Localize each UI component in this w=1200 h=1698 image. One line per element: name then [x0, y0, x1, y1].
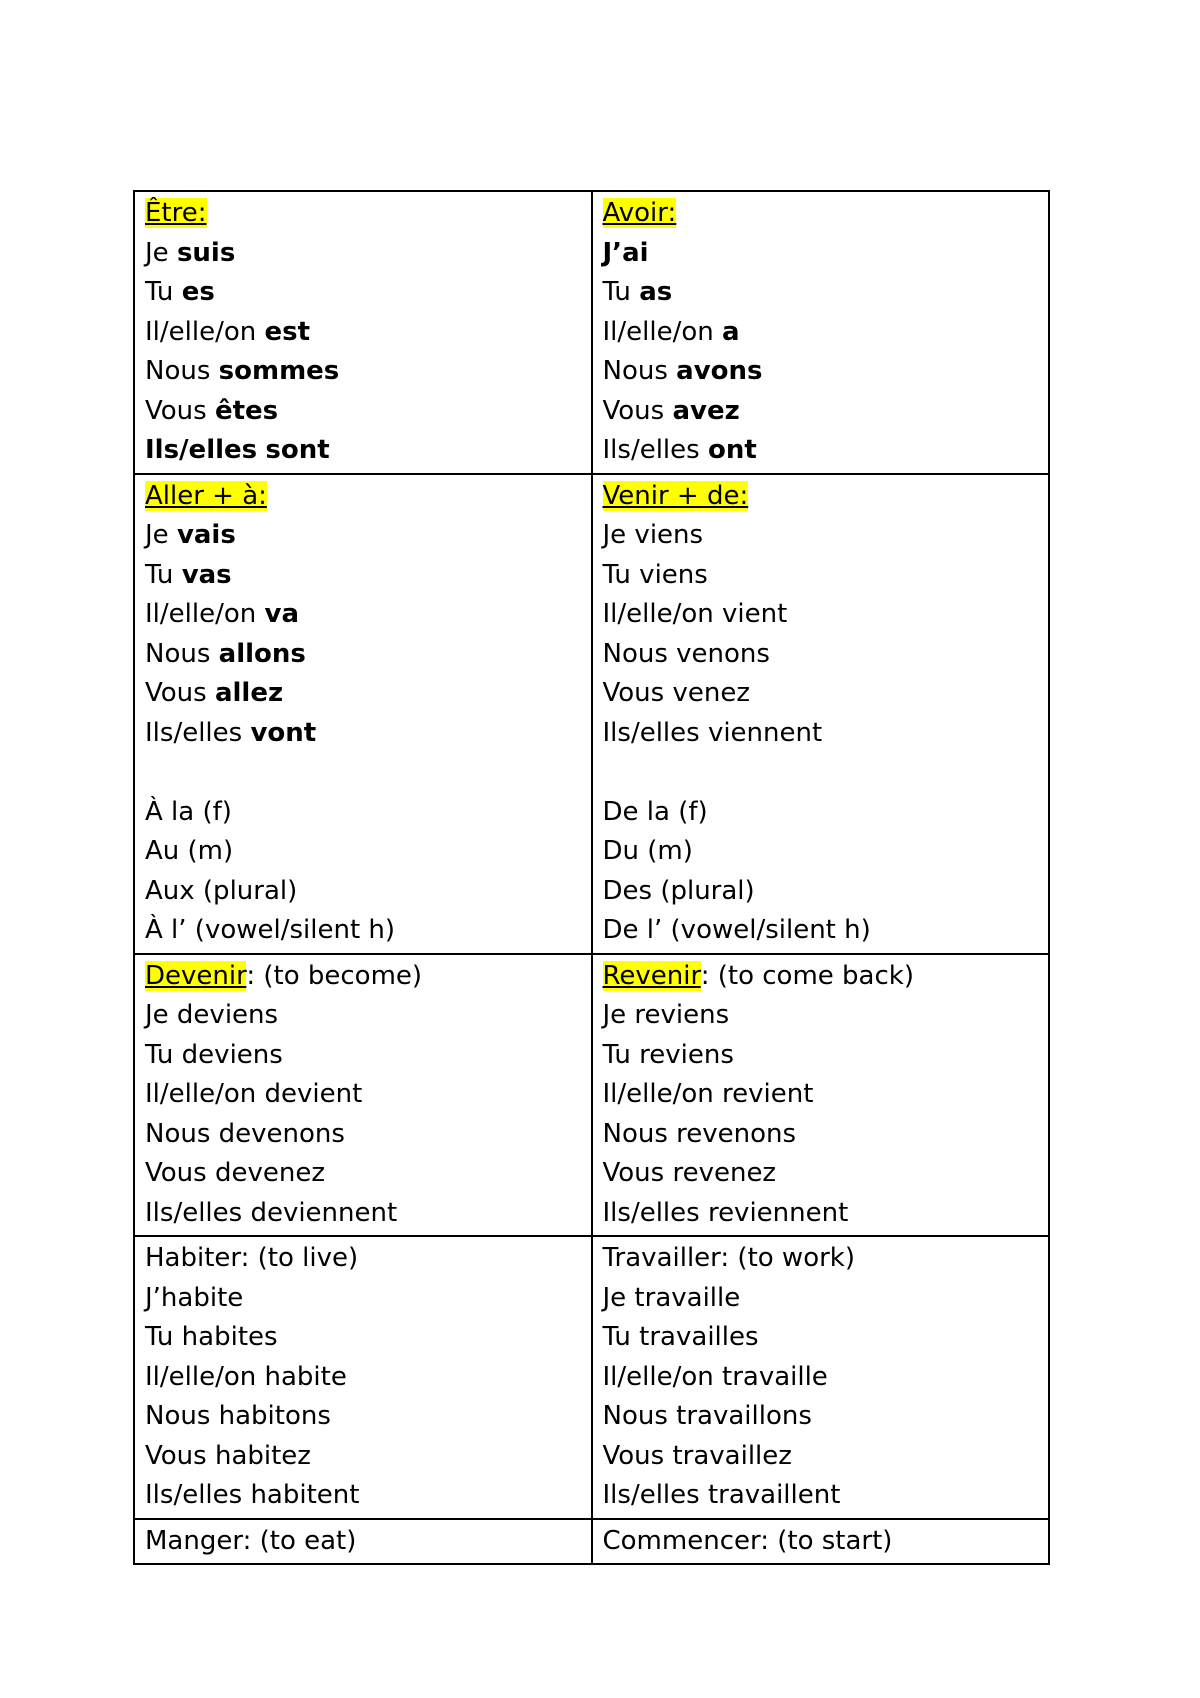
conjugation-line: Il/elle/on travaille: [602, 1361, 828, 1392]
conjugation-line: Nous revenons: [602, 1118, 797, 1149]
conjugation-line: Vous revenez: [602, 1158, 777, 1188]
conjugation-line: Vous devenez: [145, 1158, 325, 1188]
conjugation-line: Nous sommes: [145, 356, 340, 386]
cell-revenir: [592, 954, 1050, 1237]
heading-travailler: Travailler: (to work): [602, 1243, 855, 1273]
heading-aller: Aller + à:: [145, 480, 267, 511]
conjugation-line: Tu viens: [602, 559, 708, 590]
conjugation-line: Tu deviens: [145, 1039, 283, 1070]
article-line: Aux (plural): [145, 875, 298, 906]
article-line: De l’ (vowel/silent h): [602, 915, 871, 945]
conjugation-line: Je travaille: [602, 1282, 741, 1313]
conjugation-line: J’ai: [602, 237, 649, 268]
conjugation-line: Ils/elles viennent: [602, 717, 823, 748]
gloss-revenir: : (to come back): [700, 960, 914, 991]
article-line: De la (f): [602, 796, 708, 827]
conjugation-line: Tu travailles: [602, 1322, 759, 1352]
cell-etre: [134, 191, 592, 474]
cell-commencer: [592, 1519, 1050, 1565]
conjugation-line: Tu es: [145, 277, 215, 307]
table-row: [134, 1236, 1049, 1519]
conjugation-line: Nous devenons: [145, 1118, 345, 1149]
heading-manger: Manger: (to eat): [145, 1525, 357, 1556]
conjugation-line: Il/elle/on habite: [145, 1361, 347, 1392]
conjugation-line: Nous avons: [602, 356, 763, 386]
spacer: [603, 753, 1039, 793]
conjugation-line: Nous venons: [602, 638, 770, 669]
gloss-devenir: : (to become): [246, 960, 423, 991]
table-row: [134, 1519, 1049, 1565]
heading-devenir: Devenir: [145, 960, 247, 991]
conjugation-line: Vous allez: [145, 678, 284, 708]
table-row: [134, 191, 1049, 474]
conjugation-line: Tu habites: [145, 1322, 278, 1352]
conjugation-line: Vous habitez: [145, 1440, 311, 1471]
conjugation-line: Il/elle/on revient: [602, 1079, 814, 1109]
table-row: [134, 954, 1049, 1237]
cell-manger: [134, 1519, 592, 1565]
heading-venir: Venir + de:: [602, 480, 749, 511]
conjugation-line: Je reviens: [602, 1000, 730, 1030]
conjugation-line: J’habite: [145, 1282, 244, 1313]
conjugation-line: Ils/elles deviennent: [145, 1197, 398, 1228]
article-line: Du (m): [602, 836, 693, 866]
cell-avoir: [592, 191, 1050, 474]
heading-etre: Être:: [145, 198, 207, 228]
conjugation-line: Ils/elles sont: [145, 435, 330, 465]
conjugation-line: Ils/elles habitent: [145, 1480, 360, 1510]
conjugation-line: Vous venez: [602, 678, 750, 708]
article-line: À la (f): [145, 796, 232, 827]
conjugation-line: Il/elle/on a: [602, 316, 740, 347]
heading-commencer: Commencer: (to start): [602, 1525, 893, 1556]
cell-habiter: [134, 1236, 592, 1519]
conjugation-line: Nous allons: [145, 638, 306, 669]
conjugation-line: Vous avez: [602, 395, 740, 426]
conjugation-line: Il/elle/on devient: [145, 1079, 363, 1109]
conjugation-line: Ils/elles vont: [145, 717, 317, 748]
article-line: À l’ (vowel/silent h): [145, 915, 396, 945]
conjugation-line: Tu vas: [145, 559, 232, 590]
article-line: Au (m): [145, 836, 234, 866]
conjugation-line: Je deviens: [145, 1000, 279, 1030]
conjugation-line: Je vais: [145, 520, 236, 550]
heading-habiter: Habiter: (to live): [145, 1243, 359, 1273]
heading-avoir: Avoir:: [602, 198, 677, 228]
cell-travailler: [592, 1236, 1050, 1519]
conjugation-line: Tu reviens: [602, 1039, 734, 1070]
conjugation-line: Ils/elles travaillent: [602, 1480, 841, 1510]
cell-devenir: [134, 954, 592, 1237]
conjugation-line: Vous travaillez: [602, 1440, 792, 1471]
conjugation-line: Il/elle/on est: [145, 316, 311, 347]
conjugation-line: Je suis: [145, 237, 236, 268]
heading-revenir: Revenir: [602, 960, 701, 991]
conjugation-table: [133, 190, 1050, 1565]
conjugation-line: Je viens: [602, 520, 704, 550]
conjugation-line: Tu as: [602, 277, 673, 307]
conjugation-line: Il/elle/on vient: [602, 599, 788, 629]
cell-aller: [134, 474, 592, 954]
conjugation-line: Nous travaillons: [602, 1401, 812, 1431]
conjugation-line: Ils/elles reviennent: [602, 1197, 849, 1228]
conjugation-line: Ils/elles ont: [602, 435, 757, 465]
article-line: Des (plural): [602, 875, 755, 906]
cell-venir: [592, 474, 1050, 954]
spacer: [145, 753, 581, 793]
conjugation-line: Vous êtes: [145, 395, 279, 426]
conjugation-line: Il/elle/on va: [145, 599, 300, 629]
table-row: [134, 474, 1049, 954]
conjugation-line: Nous habitons: [145, 1401, 331, 1431]
